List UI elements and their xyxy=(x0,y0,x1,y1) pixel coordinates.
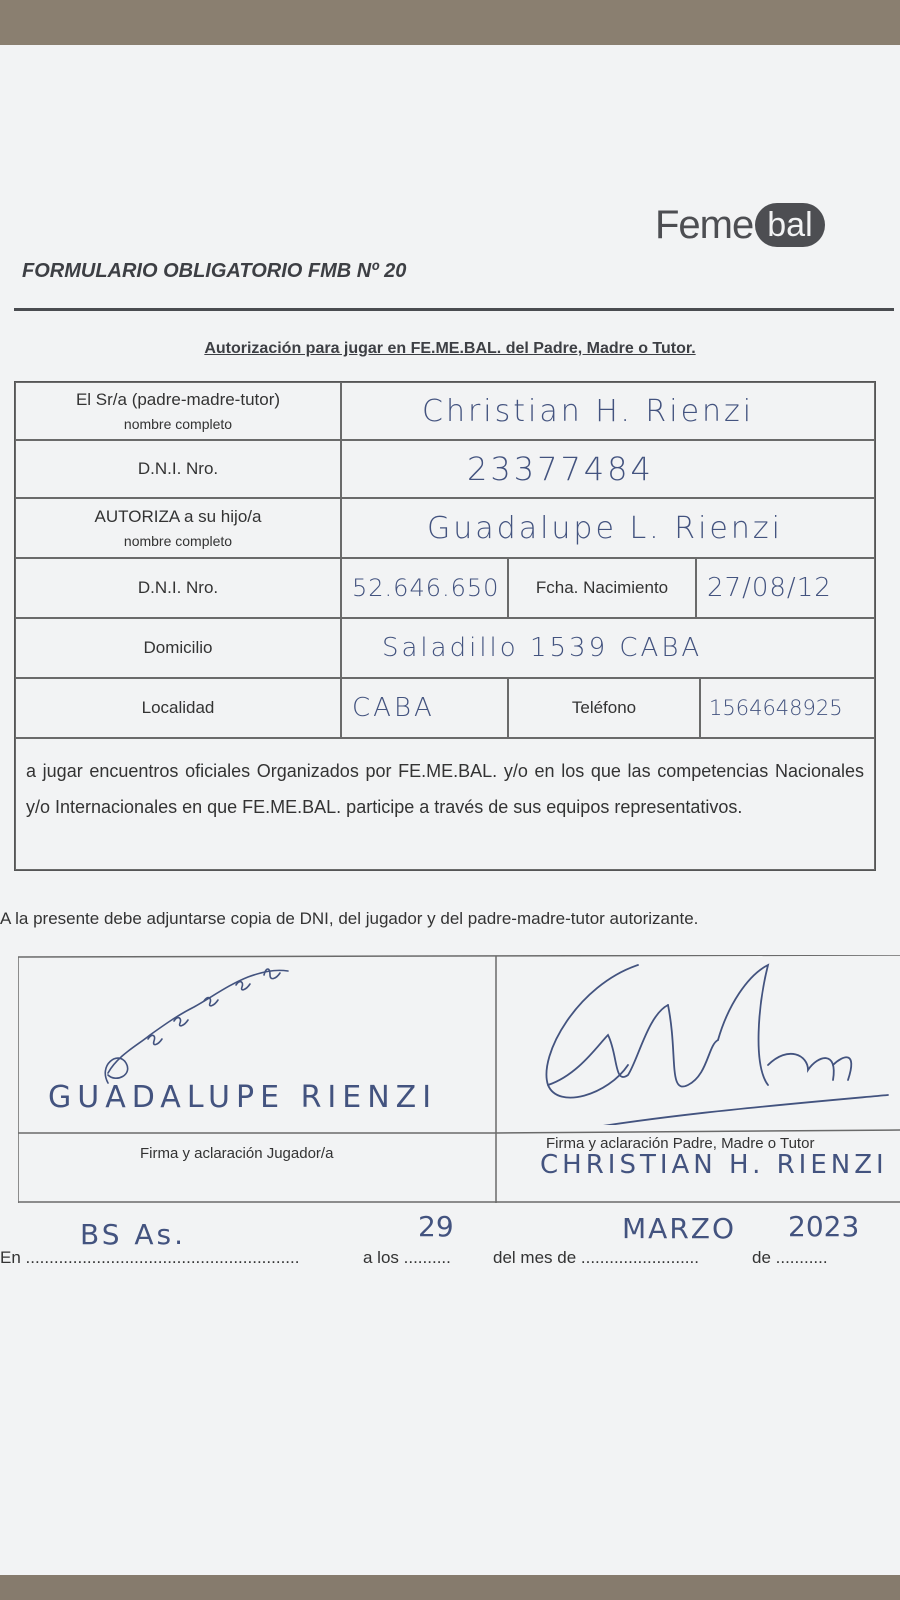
domicilio-label: Domicilio xyxy=(143,638,213,657)
autoriza-label-cell xyxy=(15,498,341,558)
dni1-label: D.N.I. Nro. xyxy=(137,459,219,478)
dni2-label-cell xyxy=(15,558,341,618)
child-name-field[interactable] xyxy=(341,498,875,558)
signature-section xyxy=(18,955,900,1203)
parent-signature-caption: Firma y aclaración Padre, Madre o Tutor xyxy=(546,1135,815,1152)
authorization-table xyxy=(14,381,876,871)
telefono-value: 1564648925 xyxy=(709,696,843,720)
authorization-text-cell xyxy=(15,738,875,870)
dni1-label-cell xyxy=(15,440,341,498)
birthdate-field[interactable] xyxy=(696,558,875,618)
tutor-name-field[interactable] xyxy=(341,382,875,440)
year-label: de ........... xyxy=(752,1248,828,1267)
place-label: En .......................................................... xyxy=(0,1248,300,1267)
year-value[interactable]: 2023 xyxy=(788,1210,860,1243)
domicilio-label-cell xyxy=(15,618,341,678)
place-value[interactable]: BS As. xyxy=(80,1218,187,1251)
month-label: del mes de ......................... xyxy=(493,1248,699,1267)
form-title: FORMULARIO OBLIGATORIO FMB Nº 20 xyxy=(22,260,407,282)
autoriza-label: AUTORIZA a su hijo/a xyxy=(94,507,262,526)
birthdate-label: Fcha. Nacimiento xyxy=(535,578,669,597)
logo-badge: bal xyxy=(755,203,824,247)
dni2-field[interactable] xyxy=(341,558,508,618)
localidad-label: Localidad xyxy=(141,698,215,717)
femebal-logo xyxy=(655,200,825,250)
dni2-label: D.N.I. Nro. xyxy=(137,578,219,597)
tutor-label-cell xyxy=(15,382,341,440)
telefono-label: Teléfono xyxy=(571,698,637,717)
attachment-note: A la presente debe adjuntarse copia de DNI, del jugador y del padre-madre-tutor autorizante. xyxy=(0,909,699,928)
authorization-text: a jugar encuentros oficiales Organizados por FE.ME.BAL. y/o en los que las competencias Nacionales y/o Internacionales en que FE.ME.BAL. participe a través de sus equipos representativos. xyxy=(26,761,864,817)
player-signature-caption: Firma y aclaración Jugador/a xyxy=(140,1145,334,1162)
birthdate-value: 27/08/12 xyxy=(707,573,832,603)
dni1-field[interactable] xyxy=(341,440,875,498)
dni1-value: 23377484 xyxy=(467,450,654,488)
table-surface xyxy=(0,1575,900,1600)
birthdate-label-cell xyxy=(508,558,696,618)
child-name-value: Guadalupe L. Rienzi xyxy=(427,510,783,546)
form-subtitle: Autorización para jugar en FE.ME.BAL. del Padre, Madre o Tutor. xyxy=(204,340,696,357)
telefono-label-cell xyxy=(508,678,700,738)
logo-text: Feme xyxy=(655,202,754,247)
tutor-label: El Sr/a (padre-madre-tutor) xyxy=(75,390,281,409)
autoriza-sublabel: nombre completo xyxy=(123,533,233,549)
localidad-label-cell xyxy=(15,678,341,738)
localidad-field[interactable] xyxy=(341,678,508,738)
tutor-name-value: Christian H. Rienzi xyxy=(422,393,755,429)
localidad-value: CABA xyxy=(352,693,435,723)
day-label: a los .......... xyxy=(363,1248,451,1267)
tutor-sublabel: nombre completo xyxy=(123,416,233,432)
parent-signature-icon xyxy=(518,945,898,1125)
domicilio-field[interactable] xyxy=(341,618,875,678)
telefono-field[interactable] xyxy=(700,678,875,738)
parent-name-handwritten: CHRISTIAN H. RIENZI xyxy=(540,1150,888,1180)
title-divider xyxy=(14,308,894,311)
month-value[interactable]: MARZO xyxy=(622,1212,736,1245)
domicilio-value: Saladillo 1539 CABA xyxy=(382,633,703,663)
player-name-handwritten: GUADALUPE RIENZI xyxy=(48,1080,438,1115)
day-value[interactable]: 29 xyxy=(418,1210,454,1243)
dni2-value: 52.646.650 xyxy=(352,574,500,602)
